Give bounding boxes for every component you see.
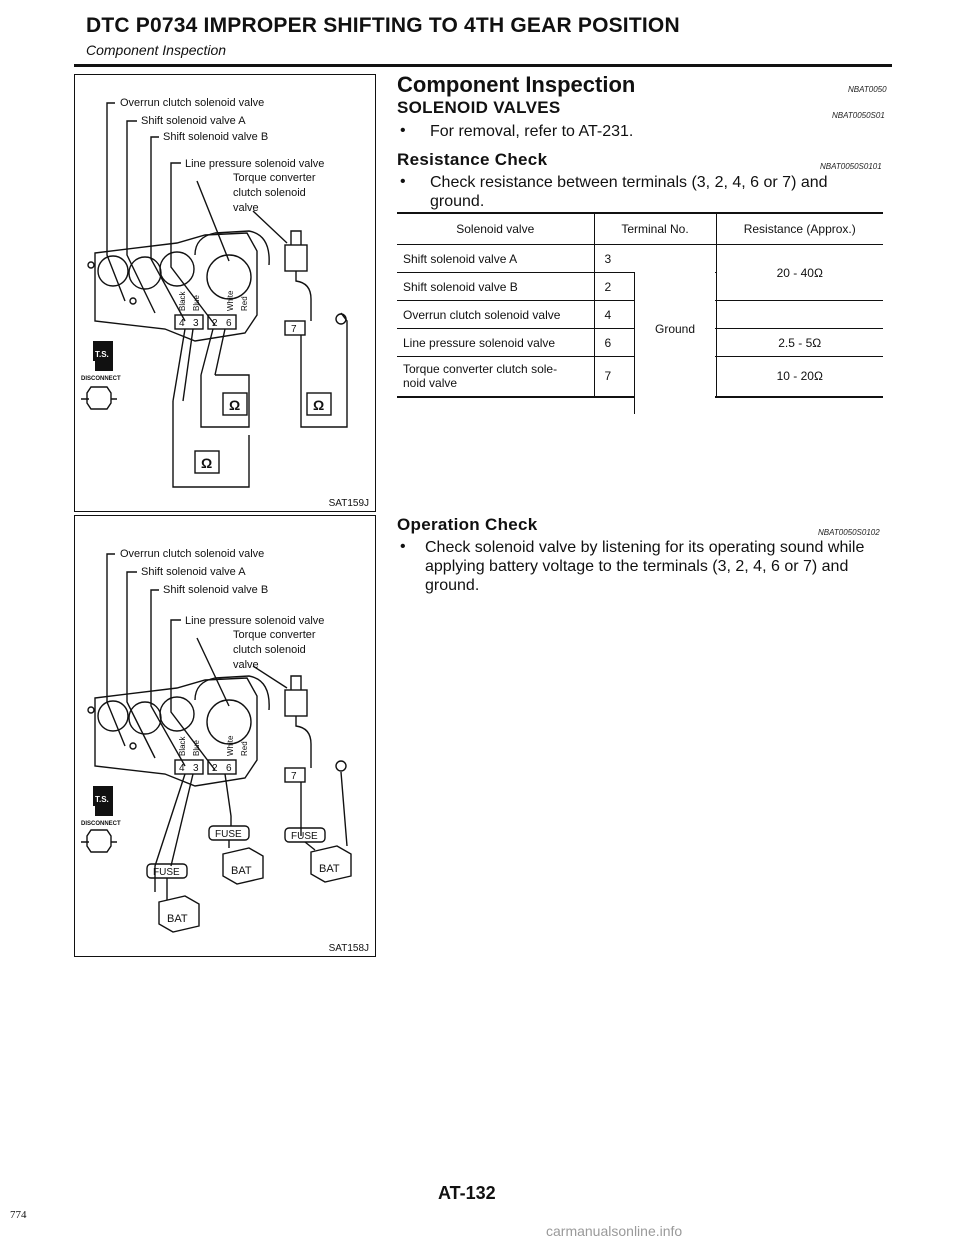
table-header: Terminal No. xyxy=(594,213,716,245)
resistance-code: NBAT0050S0101 xyxy=(820,162,882,171)
wire-color-white: White xyxy=(226,735,235,756)
resistance-table-wrap xyxy=(397,212,883,398)
label-shift-valve-b: Shift solenoid valve B xyxy=(163,131,269,143)
operation-instruction: Check solenoid valve by listening for its operating sound while applying battery voltage to the terminals (3, 2, 4, 6 or 7) and ground. xyxy=(425,539,865,594)
bullet-icon: • xyxy=(400,173,406,190)
label-disconnect: DISCONNECT xyxy=(81,821,121,827)
resistance-value: 20 - 40Ω xyxy=(716,245,883,301)
terminal-4: 4 xyxy=(179,763,185,774)
wire-color-red: Red xyxy=(240,741,249,756)
wire-color-red: Red xyxy=(240,296,249,311)
page-subtitle: Component Inspection xyxy=(86,42,227,58)
operation-code: NBAT0050S0102 xyxy=(818,528,880,537)
page-title: DTC P0734 IMPROPER SHIFTING TO 4TH GEAR POSITION xyxy=(86,14,680,37)
terminal-2: 2 xyxy=(212,763,218,774)
figure-resistance-check xyxy=(74,74,376,512)
wire-color-blue: Blue xyxy=(192,294,201,311)
terminal-6: 6 xyxy=(226,763,232,774)
ohmmeter-icon: Ω xyxy=(229,397,241,413)
label-overrun-clutch-valve: Overrun clutch solenoid valve xyxy=(120,548,265,560)
watermark: carmanualsonline.info xyxy=(546,1223,683,1239)
resistance-value: 10 - 20Ω xyxy=(776,369,823,384)
ohmmeter-icon: Ω xyxy=(201,455,213,471)
wire-color-white: White xyxy=(226,290,235,311)
table-row: Shift solenoid valve A 3 20 - 40Ω xyxy=(397,245,883,273)
table-row: Line pressure solenoid valve 6 2.5 - 5Ω xyxy=(397,329,883,357)
ohmmeter-icon: Ω xyxy=(313,397,325,413)
resistance-instruction: Check resistance between terminals (3, 2, 4, 6 or 7) and ground. xyxy=(430,174,828,210)
book-page-number: 774 xyxy=(10,1209,27,1221)
figure-id: SAT159J xyxy=(328,498,369,509)
label-tcc-line-3: valve xyxy=(233,659,259,671)
table-header: Solenoid valve xyxy=(397,213,594,245)
section-code: NBAT0050 xyxy=(848,85,887,94)
subsection-heading: SOLENOID VALVES xyxy=(397,98,561,117)
table-header: Resistance (Approx.) xyxy=(716,213,883,245)
fuse-icon: FUSE xyxy=(291,831,318,842)
label-overrun-clutch-valve: Overrun clutch solenoid valve xyxy=(120,97,265,109)
operation-diagram xyxy=(75,516,375,956)
label-tcc-line-2: clutch solenoid xyxy=(233,644,306,656)
section-heading: Component Inspection xyxy=(397,72,636,97)
wire-color-black: Black xyxy=(178,291,187,311)
label-line-pressure-valve: Line pressure solenoid valve xyxy=(185,158,325,170)
figure-id: SAT158J xyxy=(328,943,369,954)
wire-color-black: Black xyxy=(178,736,187,756)
fuse-icon: FUSE xyxy=(215,829,242,840)
operation-heading: Operation Check xyxy=(397,515,538,534)
label-line-pressure-valve: Line pressure solenoid valve xyxy=(185,615,325,627)
label-tcc-line-1: Torque converter xyxy=(233,629,316,641)
fuse-icon: FUSE xyxy=(153,867,180,878)
bullet-icon: • xyxy=(400,122,406,139)
page-number: AT-132 xyxy=(438,1183,496,1203)
subsection-code: NBAT0050S01 xyxy=(832,111,885,120)
battery-icon: BAT xyxy=(319,863,340,875)
resistance-heading: Resistance Check xyxy=(397,150,548,169)
bullet-icon: • xyxy=(400,538,406,555)
terminal-3: 3 xyxy=(193,318,199,329)
ground-cell xyxy=(634,272,715,414)
label-shift-valve-b: Shift solenoid valve B xyxy=(163,584,269,596)
terminal-3: 3 xyxy=(193,763,199,774)
label-shift-valve-a: Shift solenoid valve A xyxy=(141,566,246,578)
ts-icon: T.S. xyxy=(95,795,109,804)
terminal-4: 4 xyxy=(179,318,185,329)
label-tcc-line-1: Torque converter xyxy=(233,172,316,184)
terminal-7: 7 xyxy=(291,324,297,335)
table-row: Shift solenoid valve B 2 xyxy=(397,273,883,301)
resistance-value: 2.5 - 5Ω xyxy=(716,329,883,357)
terminal-2: 2 xyxy=(212,318,218,329)
header-rule xyxy=(74,64,892,67)
battery-icon: BAT xyxy=(231,865,252,877)
terminal-7: 7 xyxy=(291,771,297,782)
wire-color-blue: Blue xyxy=(192,739,201,756)
terminal-6: 6 xyxy=(226,318,232,329)
label-shift-valve-a: Shift solenoid valve A xyxy=(141,115,246,127)
resistance-diagram xyxy=(75,75,375,511)
table-row: Torque converter clutch sole- noid valve 7 10 - 20Ω xyxy=(397,357,883,397)
removal-note: For removal, refer to AT-231. xyxy=(430,123,634,140)
ground-label: Ground xyxy=(654,322,696,336)
figure-operation-check xyxy=(74,515,376,957)
label-tcc-line-2: clutch solenoid xyxy=(233,187,306,199)
table-row: Overrun clutch solenoid valve 4 xyxy=(397,301,883,329)
ts-icon: T.S. xyxy=(95,350,109,359)
label-disconnect: DISCONNECT xyxy=(81,376,121,382)
battery-icon: BAT xyxy=(167,913,188,925)
label-tcc-line-3: valve xyxy=(233,202,259,214)
